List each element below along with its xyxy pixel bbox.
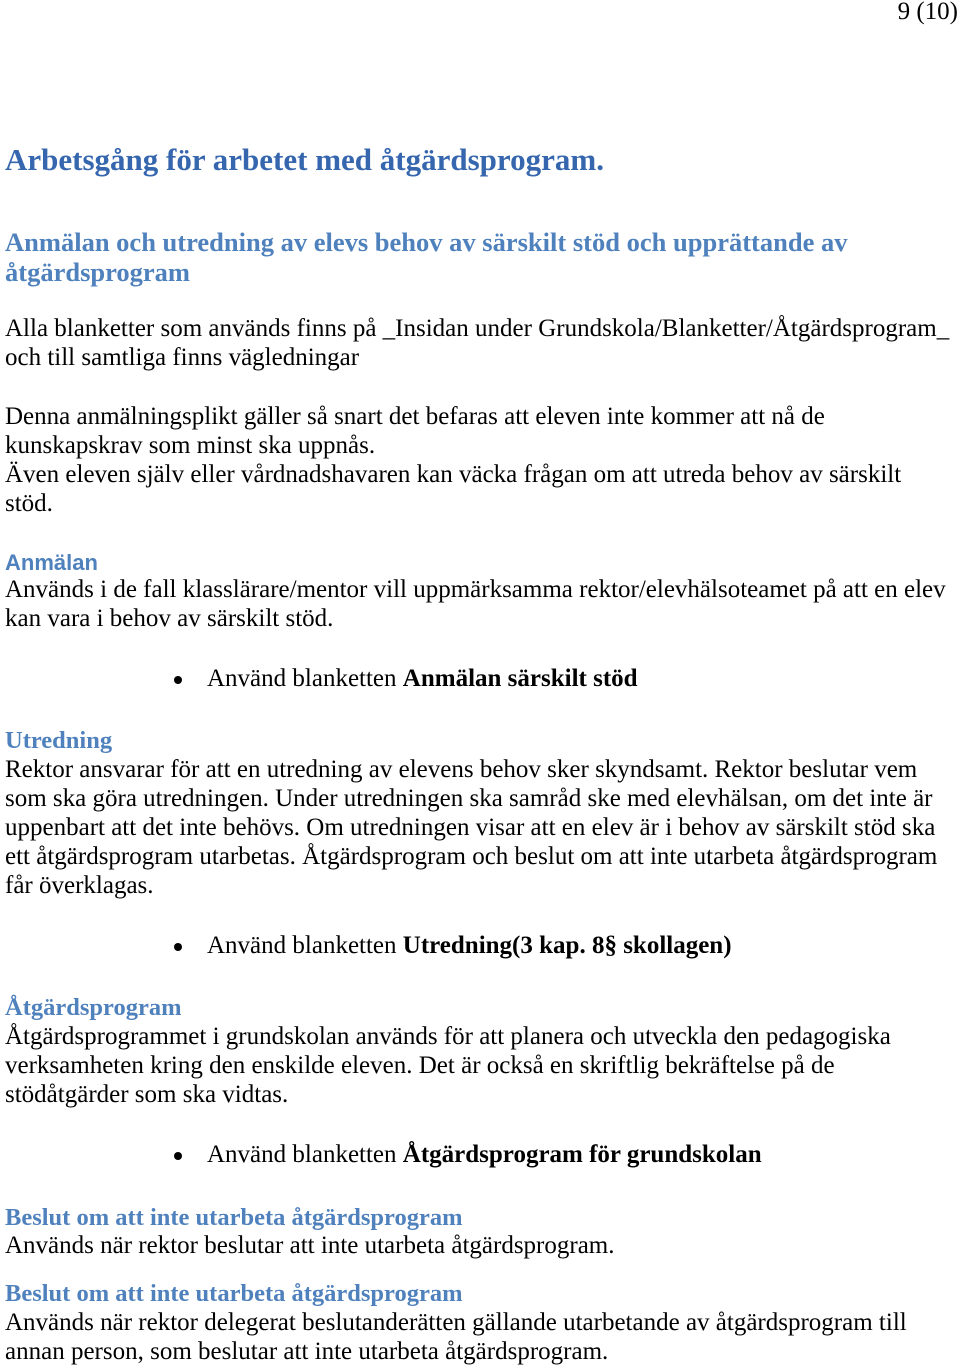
section-text-beslut (5, 1231, 615, 1260)
section-text-anmalan (5, 575, 946, 633)
form-bullet-utredning (0, 931, 960, 960)
bullet-text (207, 664, 638, 693)
paragraph-line: som ska göra utredningen. Under utredningen ska samråd ske med elevhälsan, om det inte är (5, 785, 933, 812)
paragraph-line: annan person, som beslutar att inte utarbeta åtgärdsprogram. (5, 1338, 609, 1365)
bullet-prefix: Använd blanketten (207, 665, 397, 692)
section-text-beslut-delegerat (5, 1308, 907, 1366)
intro-heading-line: Anmälan och utredning av elevs behov av särskilt stöd och upprättande av (5, 227, 848, 257)
bullet-icon (174, 1152, 182, 1160)
paragraph-line: Används när rektor beslutar att inte utarbeta åtgärdsprogram. (5, 1232, 615, 1259)
intro-heading (5, 227, 847, 287)
intro-paragraph-forms (5, 314, 949, 372)
section-heading-beslut: Beslut om att inte utarbeta åtgärdsprogram (5, 1204, 463, 1231)
intro-heading-line: åtgärdsprogram (5, 257, 190, 287)
form-bullet-anmalan (0, 664, 960, 693)
bullet-text (207, 1140, 762, 1169)
paragraph-line: stöd. (5, 490, 53, 517)
paragraph-line: Alla blanketter som används finns på _Insidan under Grundskola/Blanketter/Åtgärdsprogram_ (5, 315, 950, 342)
paragraph-line: kan vara i behov av särskilt stöd. (5, 605, 334, 632)
paragraph-line: ett åtgärdsprogram utarbetas. Åtgärdsprogram och beslut om att inte utarbeta åtgärdsprogram (5, 843, 938, 870)
section-heading-utredning: Utredning (5, 727, 113, 754)
form-name: Utredning(3 kap. 8§ skollagen) (402, 932, 732, 959)
paragraph-line: kunskapskrav som minst ska uppnås. (5, 432, 376, 459)
paragraph-line: Används i de fall klasslärare/mentor vill uppmärksamma rektor/elevhälsoteamet på att en elev (5, 576, 946, 603)
paragraph-line: Rektor ansvarar för att en utredning av elevens behov sker skyndsamt. Rektor beslutar vem (5, 756, 918, 783)
bullet-icon (174, 676, 182, 684)
bullet-prefix: Använd blanketten (207, 932, 397, 959)
paragraph-line: stödåtgärder som ska vidtas. (5, 1081, 289, 1108)
paragraph-line: Även eleven själv eller vårdnadshavaren kan väcka frågan om att utreda behov av särskilt (5, 461, 902, 488)
paragraph-line: verksamheten kring den enskilde eleven. Det är också en skriftlig bekräftelse på de (5, 1052, 835, 1079)
document-title: Arbetsgång för arbetet med åtgärdsprogram. (5, 142, 604, 177)
section-heading-atgardsprogram: Åtgärdsprogram (5, 994, 182, 1021)
form-bullet-atgardsprogram (0, 1140, 960, 1169)
intro-paragraph-obligation (5, 402, 825, 460)
paragraph-line: och till samtliga finns vägledningar (5, 344, 360, 371)
paragraph-line: får överklagas. (5, 872, 154, 899)
bullet-text (207, 931, 732, 960)
page-number: 9 (10) (897, 0, 958, 25)
intro-paragraph-guardian (5, 460, 901, 518)
paragraph-line: Används när rektor delegerat beslutanderätten gällande utarbetande av åtgärdsprogram till (5, 1309, 907, 1336)
section-text-atgardsprogram (5, 1022, 891, 1109)
form-name: Åtgärdsprogram för grundskolan (402, 1141, 762, 1168)
section-heading-beslut-delegerat: Beslut om att inte utarbeta åtgärdsprogram (5, 1280, 463, 1307)
bullet-prefix: Använd blanketten (207, 1141, 397, 1168)
paragraph-line: Åtgärdsprogrammet i grundskolan används för att planera och utveckla den pedagogiska (5, 1023, 891, 1050)
section-heading-anmalan: Anmälan (5, 550, 98, 575)
paragraph-line: Denna anmälningsplikt gäller så snart det befaras att eleven inte kommer att nå de (5, 403, 825, 430)
form-name: Anmälan särskilt stöd (402, 665, 638, 692)
bullet-icon (174, 943, 182, 951)
paragraph-line: uppenbart att det inte behövs. Om utredningen visar att en elev är i behov av särskilt stöd ska (5, 814, 936, 841)
section-text-utredning (5, 755, 937, 900)
